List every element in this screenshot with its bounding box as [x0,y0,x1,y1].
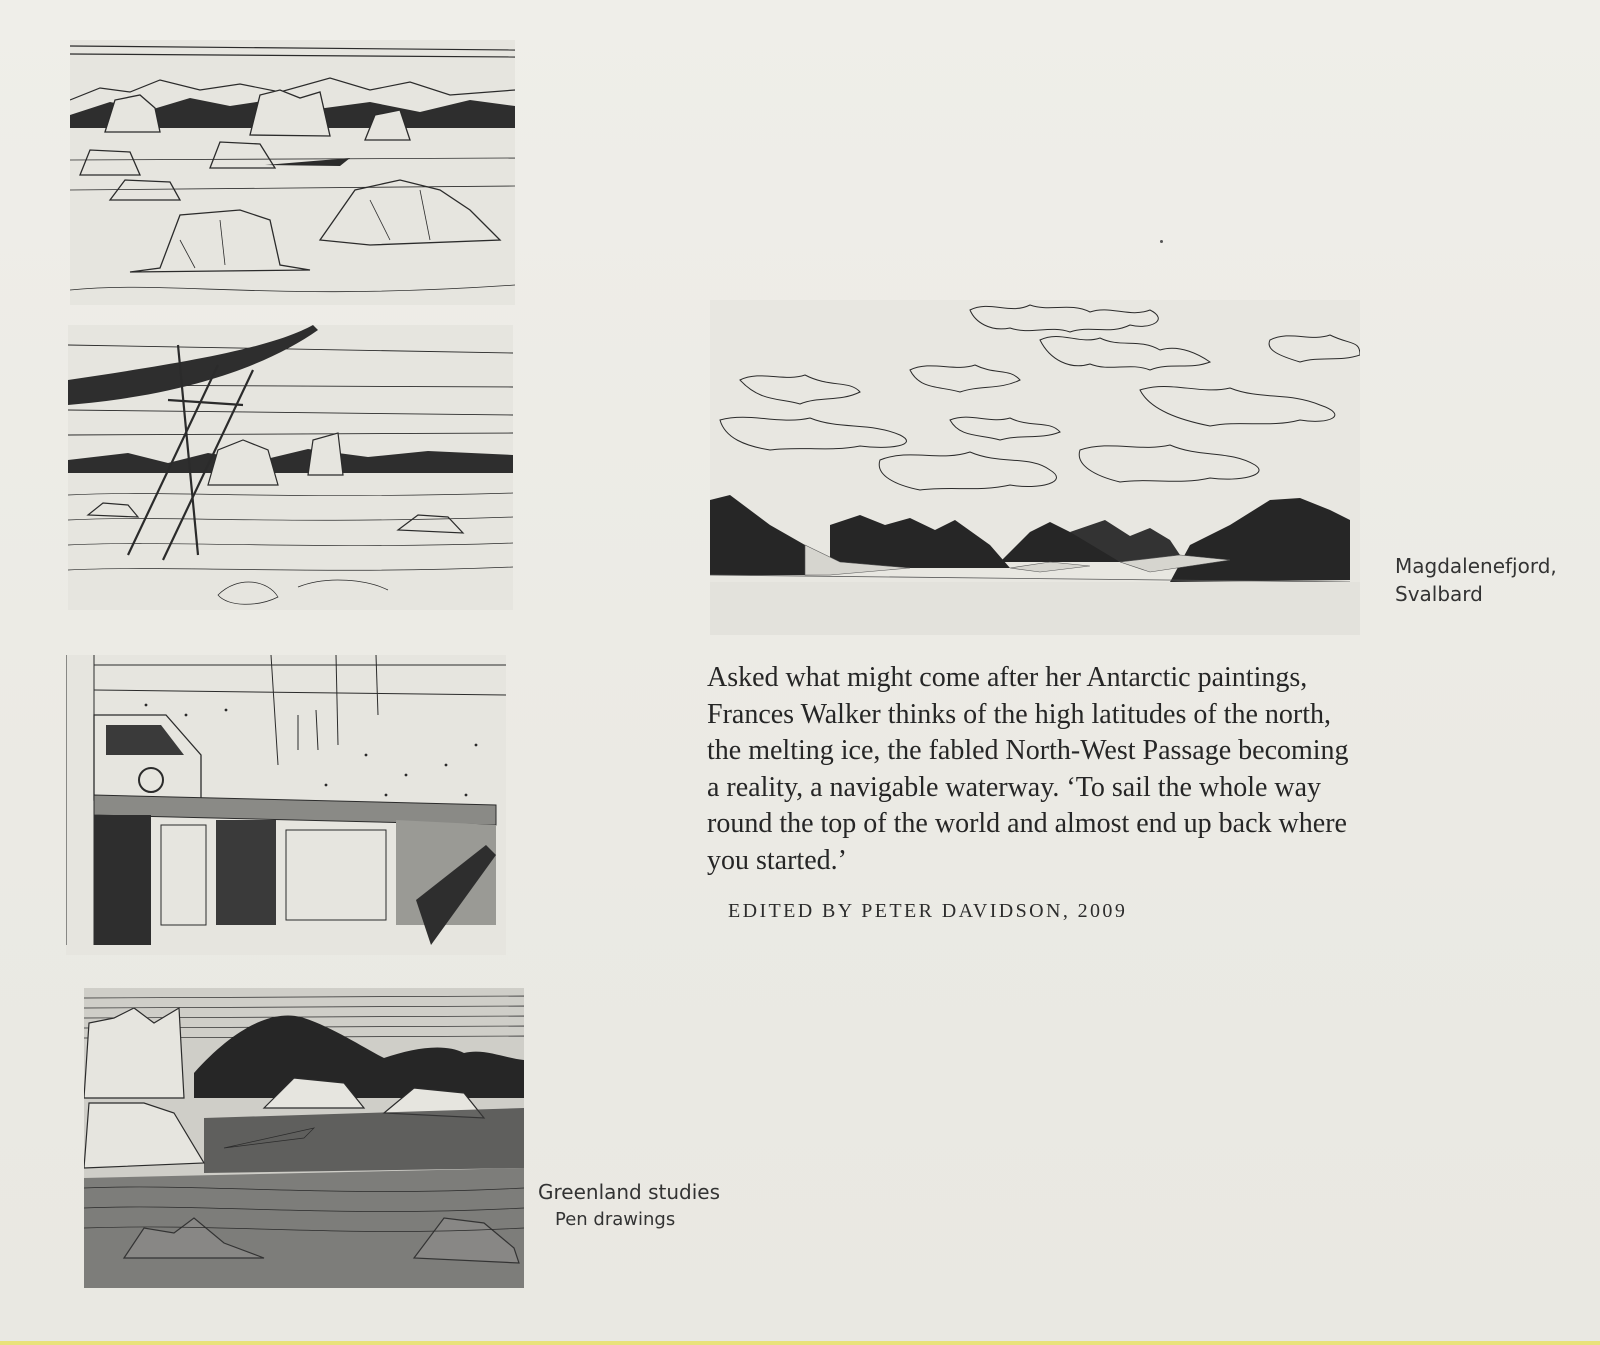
greenland-caption-line2: Pen drawings [555,1209,676,1230]
page-bottom-edge [0,1341,1600,1345]
greenland-study-balcony-drawing [66,655,506,955]
greenland-caption-line1: Greenland studies [538,1180,721,1204]
magdalenefjord-drawing [710,300,1360,635]
credit-line: EDITED BY PETER DAVIDSON, 2009 [728,900,1128,922]
svalbard-caption-line2: Svalbard [1395,582,1483,606]
svalbard-caption [1395,552,1557,608]
paper-speck [1160,240,1163,243]
quote-paragraph: Asked what might come after her Antarctic paintings, Frances Walker thinks of the high latitudes of the north, the melting ice, the fabled North-West Passage becoming a reality, a navigable waterway. ‘To sail the whole way round the top of the world and almost end up back where you started.’ [707,662,1349,876]
svalbard-caption-line1: Magdalenefjord, [1395,554,1557,578]
greenland-study-kayak-rack-drawing [68,325,513,610]
greenland-caption [538,1178,720,1234]
greenland-study-dark-mountain-drawing [84,988,524,1288]
greenland-study-icebergs-drawing [70,40,515,305]
